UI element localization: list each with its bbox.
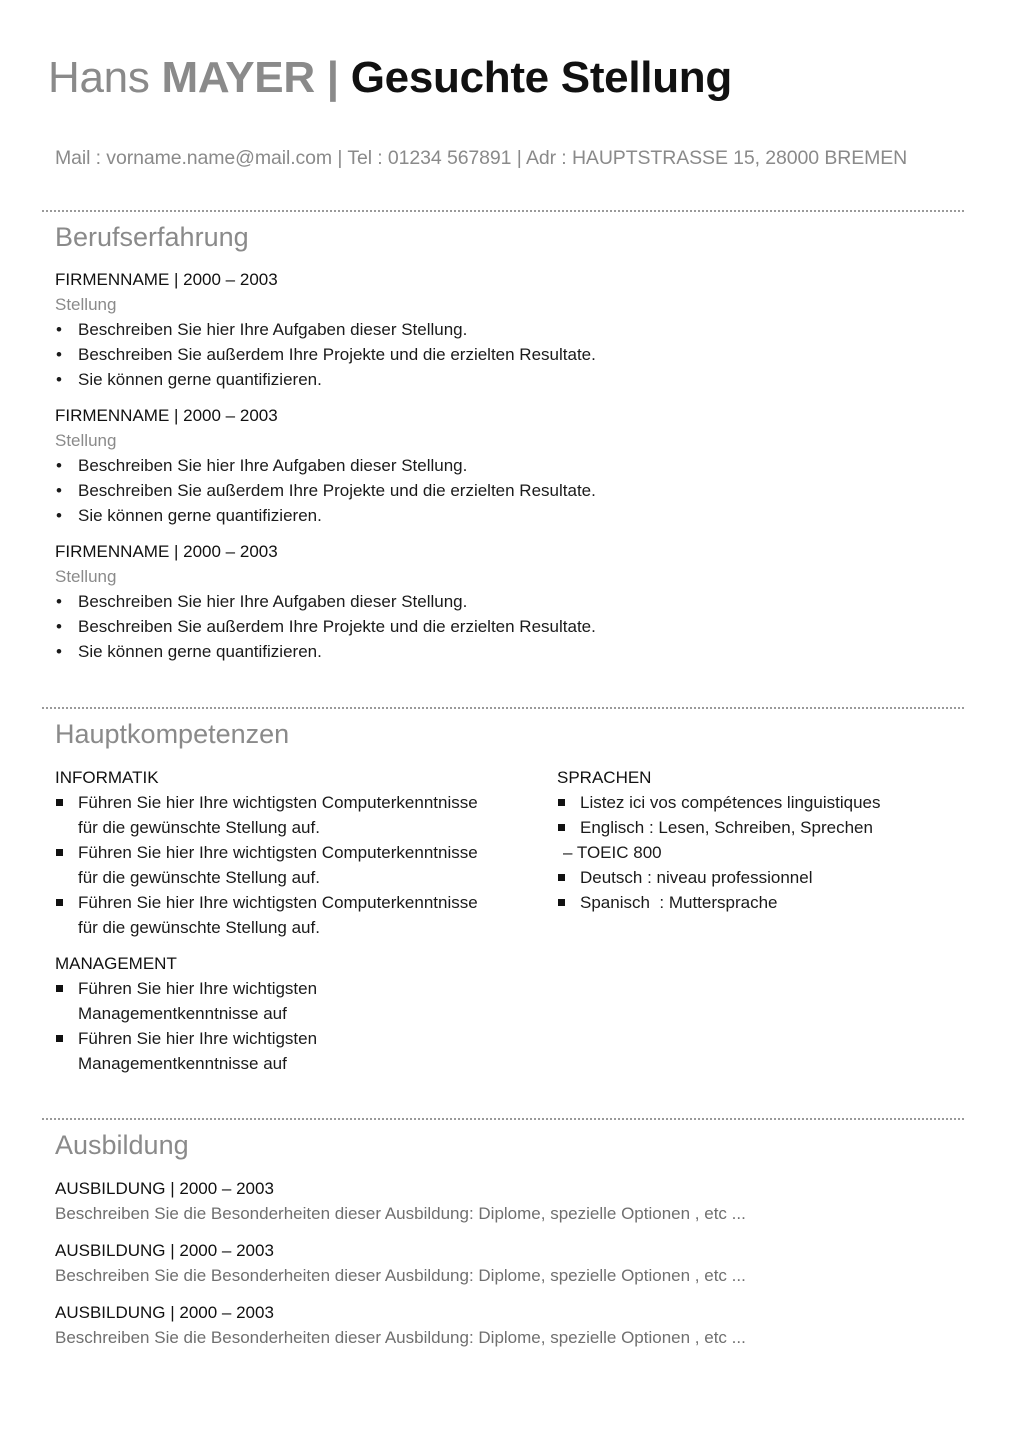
skill-text: Führen Sie hier Ihre wichtigsten Computerkenntnisse bbox=[78, 843, 478, 862]
language-text: Deutsch : niveau professionnel bbox=[580, 868, 813, 887]
management-list bbox=[55, 976, 535, 1076]
square-bullet-icon bbox=[56, 899, 63, 906]
skill-text: Führen Sie hier Ihre wichtigsten bbox=[78, 979, 318, 998]
list-item bbox=[55, 589, 596, 614]
section-divider bbox=[42, 707, 964, 709]
task-list bbox=[55, 589, 596, 664]
square-bullet-icon bbox=[56, 849, 63, 856]
skill-text-cont: Managementkenntnisse auf bbox=[78, 1054, 287, 1073]
role-line: Stellung bbox=[55, 295, 117, 314]
bullet-icon: • bbox=[56, 642, 62, 661]
education-title: AUSBILDUNG | 2000 – 2003 bbox=[55, 1303, 274, 1322]
education-desc: Beschreiben Sie die Besonderheiten dieser Ausbildung: Diplome, spezielle Optionen , etc ... bbox=[55, 1328, 746, 1347]
task-text: Beschreiben Sie hier Ihre Aufgaben dieser Stellung. bbox=[78, 320, 468, 339]
list-item bbox=[55, 1026, 535, 1076]
education-entry bbox=[55, 1176, 746, 1226]
education-title: AUSBILDUNG | 2000 – 2003 bbox=[55, 1241, 274, 1260]
company-line: FIRMENNAME | 2000 – 2003 bbox=[55, 270, 278, 289]
education-entry bbox=[55, 1300, 746, 1350]
language-text: Listez ici vos compétences linguistiques bbox=[580, 793, 881, 812]
title-separator: | bbox=[326, 53, 339, 102]
first-name: Hans bbox=[48, 53, 150, 102]
task-list bbox=[55, 453, 596, 528]
education-title: AUSBILDUNG | 2000 – 2003 bbox=[55, 1179, 274, 1198]
language-text: Englisch : Lesen, Schreiben, Sprechen bbox=[580, 818, 873, 837]
list-item bbox=[557, 890, 997, 915]
skill-text: Führen Sie hier Ihre wichtigsten Computerkenntnisse bbox=[78, 793, 478, 812]
skill-heading-informatik: INFORMATIK bbox=[55, 768, 159, 787]
last-name: MAYER bbox=[161, 53, 315, 102]
task-text: Beschreiben Sie hier Ihre Aufgaben dieser Stellung. bbox=[78, 592, 468, 611]
list-item bbox=[55, 976, 535, 1026]
list-item bbox=[55, 367, 596, 392]
skill-text-cont: für die gewünschte Stellung auf. bbox=[78, 918, 320, 937]
education-desc: Beschreiben Sie die Besonderheiten dieser Ausbildung: Diplome, spezielle Optionen , etc ... bbox=[55, 1266, 746, 1285]
skill-heading-sprachen: SPRACHEN bbox=[557, 768, 652, 787]
task-text: Sie können gerne quantifizieren. bbox=[78, 506, 322, 525]
informatik-list bbox=[55, 790, 535, 940]
sprachen-list bbox=[557, 790, 997, 840]
task-list bbox=[55, 317, 596, 392]
sprachen-list bbox=[557, 865, 997, 915]
bullet-icon: • bbox=[56, 456, 62, 475]
section-divider bbox=[42, 1118, 964, 1120]
list-item bbox=[557, 865, 997, 890]
skills-right-column bbox=[557, 765, 997, 915]
bullet-icon: • bbox=[56, 320, 62, 339]
section-title-skills: Hauptkompetenzen bbox=[55, 719, 290, 749]
cv-title bbox=[48, 48, 732, 108]
task-text: Beschreiben Sie hier Ihre Aufgaben dieser Stellung. bbox=[78, 456, 468, 475]
skill-text-cont: für die gewünschte Stellung auf. bbox=[78, 818, 320, 837]
list-item bbox=[55, 453, 596, 478]
list-item bbox=[55, 639, 596, 664]
education-entry bbox=[55, 1238, 746, 1288]
task-text: Beschreiben Sie außerdem Ihre Projekte und die erzielten Resultate. bbox=[78, 345, 596, 364]
list-item bbox=[55, 342, 596, 367]
skill-text: Führen Sie hier Ihre wichtigsten Computerkenntnisse bbox=[78, 893, 478, 912]
skill-text: Führen Sie hier Ihre wichtigsten bbox=[78, 1029, 318, 1048]
experience-entry bbox=[55, 403, 596, 528]
education-desc: Beschreiben Sie die Besonderheiten dieser Ausbildung: Diplome, spezielle Optionen , etc ... bbox=[55, 1204, 746, 1223]
contact-line: Mail : vorname.name@mail.com | Tel : 01234 567891 | Adr : HAUPTSTRASSE 15, 28000 BREMEN bbox=[55, 147, 908, 169]
square-bullet-icon bbox=[56, 799, 63, 806]
list-item bbox=[557, 790, 997, 815]
skill-text-cont: für die gewünschte Stellung auf. bbox=[78, 868, 320, 887]
skills-left-column bbox=[55, 765, 535, 1076]
section-title-experience: Berufserfahrung bbox=[55, 222, 249, 252]
role-line: Stellung bbox=[55, 431, 117, 450]
square-bullet-icon bbox=[56, 1035, 63, 1042]
bullet-icon: • bbox=[56, 617, 62, 636]
desired-position: Gesuchte Stellung bbox=[350, 53, 732, 102]
list-item bbox=[55, 614, 596, 639]
task-text: Beschreiben Sie außerdem Ihre Projekte und die erzielten Resultate. bbox=[78, 617, 596, 636]
language-text: Spanisch : Muttersprache bbox=[580, 893, 778, 912]
list-item bbox=[55, 790, 535, 840]
list-item bbox=[55, 840, 535, 890]
task-text: Sie können gerne quantifizieren. bbox=[78, 642, 322, 661]
square-bullet-icon bbox=[558, 899, 565, 906]
experience-entry bbox=[55, 267, 596, 392]
list-item bbox=[55, 478, 596, 503]
skill-text-cont: Managementkenntnisse auf bbox=[78, 1004, 287, 1023]
section-title-education: Ausbildung bbox=[55, 1130, 189, 1160]
language-text-cont: – TOEIC 800 bbox=[563, 843, 662, 862]
list-item bbox=[55, 890, 535, 940]
bullet-icon: • bbox=[56, 370, 62, 389]
company-line: FIRMENNAME | 2000 – 2003 bbox=[55, 406, 278, 425]
list-item bbox=[557, 815, 997, 840]
section-divider bbox=[42, 210, 964, 212]
bullet-icon: • bbox=[56, 345, 62, 364]
skill-heading-management: MANAGEMENT bbox=[55, 954, 177, 973]
experience-entry bbox=[55, 539, 596, 664]
bullet-icon: • bbox=[56, 506, 62, 525]
square-bullet-icon bbox=[56, 985, 63, 992]
company-line: FIRMENNAME | 2000 – 2003 bbox=[55, 542, 278, 561]
list-item bbox=[55, 317, 596, 342]
role-line: Stellung bbox=[55, 567, 117, 586]
task-text: Sie können gerne quantifizieren. bbox=[78, 370, 322, 389]
bullet-icon: • bbox=[56, 481, 62, 500]
bullet-icon: • bbox=[56, 592, 62, 611]
square-bullet-icon bbox=[558, 799, 565, 806]
list-item bbox=[55, 503, 596, 528]
square-bullet-icon bbox=[558, 824, 565, 831]
square-bullet-icon bbox=[558, 874, 565, 881]
task-text: Beschreiben Sie außerdem Ihre Projekte und die erzielten Resultate. bbox=[78, 481, 596, 500]
